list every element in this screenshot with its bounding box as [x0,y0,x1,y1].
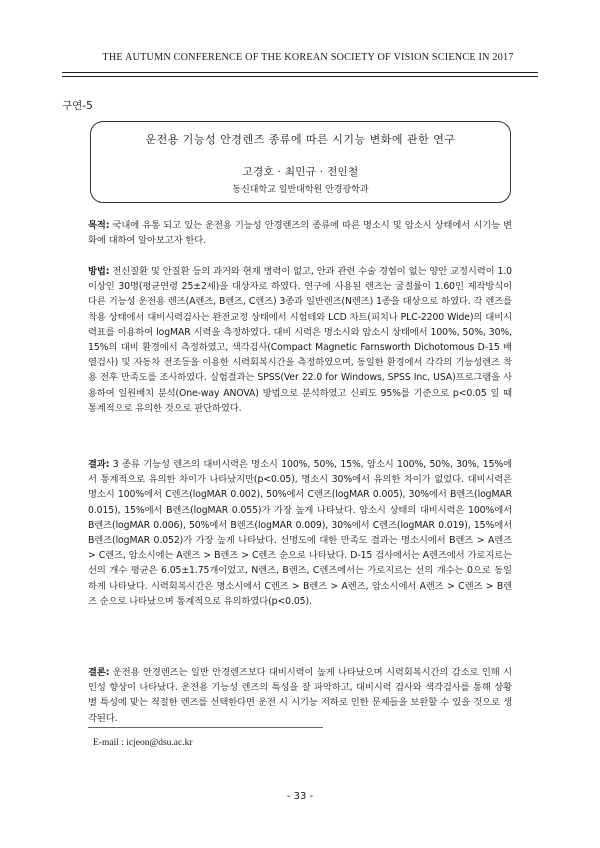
purpose-text: 국내에 유통 되고 있는 운전용 기능성 안경렌즈의 종류에 따른 명소시 및 암소시 상태에서 시기능 변화에 대하여 알아보고자 한다. [88,220,512,247]
page-number: - 33 - [286,791,314,802]
conclusion-label: 결론: [88,667,110,678]
method-text: 전신질환 및 안질환 등의 과거와 현재 병력이 없고, 안과 관련 수술 경험이 없는 양안 교정시력이 1.0 이상인 30명(평균연령 25±2세)을 대상자로 하였다. 연구에 사용된 렌즈는 굴절률이 1.60인 제작방식이 다른 기능성 운전용 렌즈(A렌즈, B렌즈, C렌즈) 3종과 일반렌즈(N렌즈) 1종을 대상으로 하였다. 각 렌즈를 착용 상태에서 대비시력검사는 완전교정 상태에서 시험테와 LCD 차트(피치나 PLC-2200 Wide)의 대비시력표를 이용하여 logMAR 시력을 측정하였다. 대비 시력은 명소시와 암소시 상태에서 100%, 50%, 30%, 15%의 대비 환경에서 측정하였고, 색각검사(Compact Magnetic Farnsworth Dichotomous D-15 배열검사) 및 자동차 전조등을 이용한 시력회복시간을 측정하였으며, 동일한 환경에서 각각의 기능성렌즈 착용 전후 만족도를 조사하였다. 실험결과는 SPSS(Ver 22.0 for Windows, SPSS Inc, USA)프로그램을 사용하여 일원배치 분석(One-way ANOVA) 방법으로 분석하였고 신뢰도 95%를 기준으로 p<0.05 일 때 통계적으로 유의한 것으로 판단하였다. [88,266,512,414]
method-section [88,264,512,416]
purpose-section [88,218,512,248]
conclusion-section [88,665,512,726]
authors: 고경호 · 최민규 · 전인철 [242,166,359,178]
footnote-email: E-mail : icjeon@dsu.ac.kr [93,738,193,748]
conclusion-text: 운전용 안경렌즈는 일반 안경렌즈보다 대비시력이 높게 나타났으며 시력회복시간의 감소로 인해 시인성 향상이 나타났다. 운전용 기능성 렌즈의 특성을 잘 파악하고, 대비시력 검사와 색각검사를 통해 상황별 특성에 맞는 적절한 렌즈를 선택한다면 운전 시 시기능 저하로 인한 문제들을 보완할 수 있을 것으로 생각된다. [88,667,512,724]
purpose-label: 목적: [88,220,110,231]
header-rule-thick [62,72,538,73]
result-label: 결과: [88,459,110,470]
title-box [90,121,511,203]
conference-header: THE AUTUMN CONFERENCE OF THE KOREAN SOCIETY OF VISION SCIENCE IN 2017 [102,52,514,63]
footnote-rule [88,727,323,728]
header-rule-thin [62,76,538,77]
paper-title: 운전용 기능성 안경렌즈 종류에 따른 시기능 변화에 관한 연구 [145,133,456,146]
result-text: 3 종류 기능성 렌즈의 대비시력은 명소시 100%, 50%, 15%, 암소시 100%, 50%, 30%, 15%에서 통계적으로 유의한 차이가 나타났지만(p<0.05), 명소시 30%에서 유의한 차이가 없었다. 대비시력은 명소시 100%에서 C렌즈(logMAR 0.002), 50%에서 C렌즈(logMAR 0.005), 30%에서 B렌즈(logMAR 0.015), 15%에서 B렌즈(logMAR 0.055)가 가장 높게 나타났다. 암소시 상태의 대비시력은 100%에서 B렌즈(logMAR 0.006), 50%에서 B렌즈(logMAR 0.009), 30%에서 C렌즈(logMAR 0.019), 15%에서 B렌즈(logMAR 0.052)가 가장 높게 나타났다. 선명도에 대한 만족도 결과는 명소시에서 B렌즈 > A렌즈 > C렌즈, 암소시에는 A렌즈 > B렌즈 > C렌즈 순으로 나타났다. D-15 검사에서는 A렌즈에서 가로지르는 선의 개수 평균은 6.05±1.75개이었고, N렌즈, B렌즈, C렌즈에서는 가로지르는 선의 개수는 0으로 동일하게 나타났다. 시력회복시간은 명소시에서 C렌즈 > B렌즈 > A렌즈, 암소시에서 A렌즈 > C렌즈 > B렌즈 순으로 나타났으며 통계적으로 유의하였다(p<0.05). [88,459,512,607]
method-label: 방법: [88,266,110,277]
session-id: 구연-5 [62,100,93,112]
result-section [88,457,512,609]
affiliation: 동신대학교 일반대학원 안경광학과 [232,185,369,195]
